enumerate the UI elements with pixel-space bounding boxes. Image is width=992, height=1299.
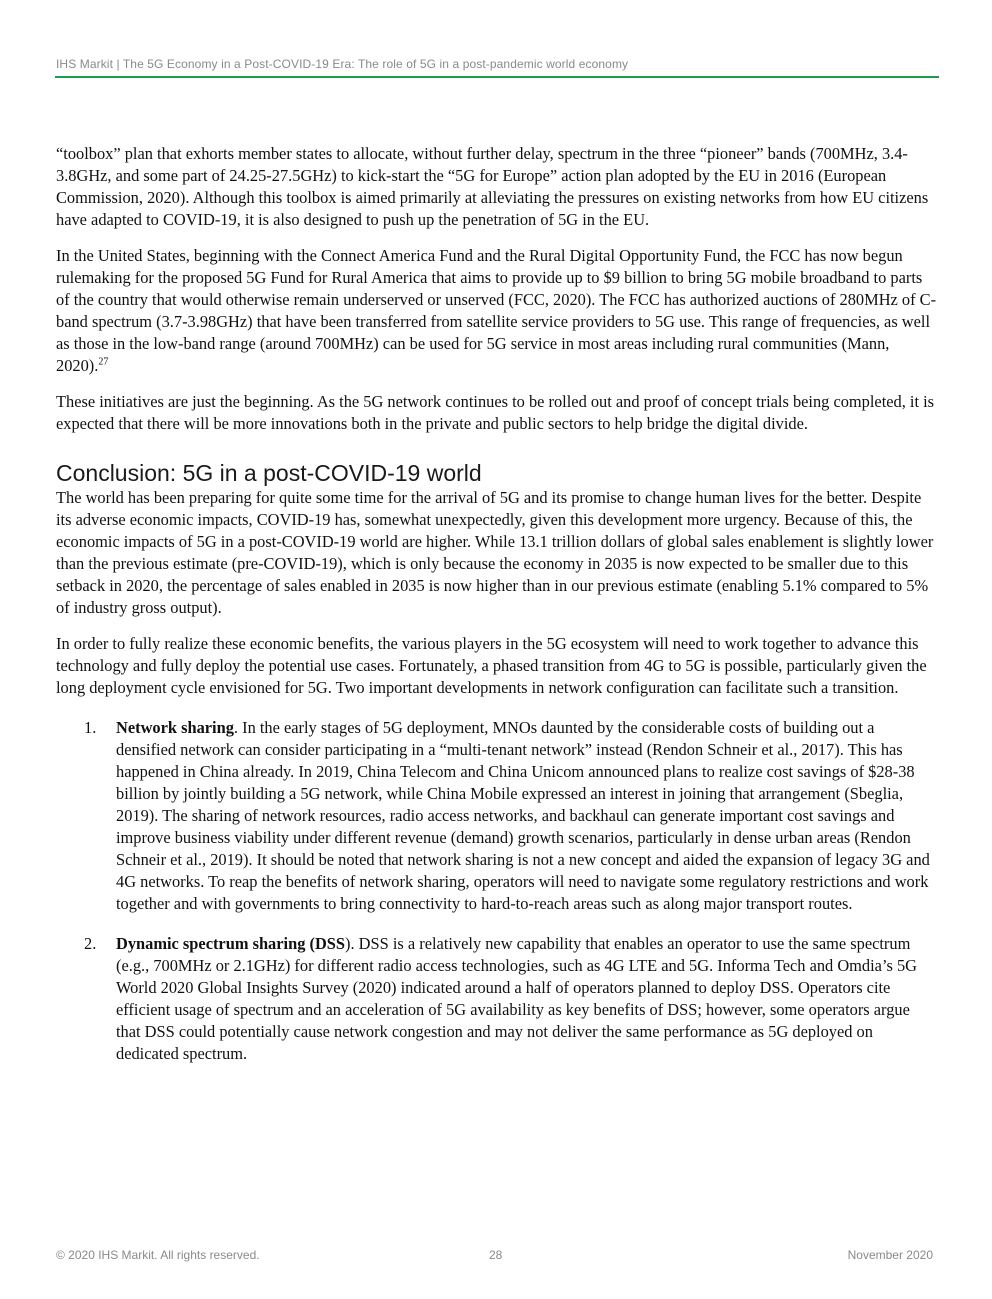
list-number: 2. [84, 934, 97, 953]
running-header: IHS Markit | The 5G Economy in a Post-COVID-19 Era: The role of 5G in a post-pandemic world economy [56, 57, 629, 71]
list-item-text: . In the early stages of 5G deployment, MNOs daunted by the considerable costs of building out a densified network can consider participating in a “multi-tenant network” instead (Rendon Schneir et al., 2017). This has happened in China already. In 2019, China Telecom and China Unicom announced plans to realize cost savings of $28-38 billion by jointly building a 5G network, while China Mobile expressed an interest in joining that arrangement (Sbeglia, 2019). The sharing of network resources, radio access networks, and backhaul can generate important cost savings and improve business viability under different revenue (demand) growth scenarios, particularly in dense urban areas (Rendon Schneir et al., 2019). It should be noted that network sharing is not a new concept and aided the expansion of legacy 3G and 4G networks. To reap the benefits of network sharing, operators will need to navigate some regulatory restrictions and work together and with governments to bring connectivity to hard-to-reach areas such as along major transport routes. [116, 718, 930, 913]
list-item [56, 933, 938, 1065]
header-divider [55, 76, 939, 78]
footer-date: November 2020 [847, 1248, 933, 1262]
list-item-term: Network sharing [116, 718, 234, 737]
list-item-text: ). DSS is a relatively new capability that enables an operator to use the same spectrum (e.g., 700MHz or 2.1GHz) for different radio access technologies, such as 4G LTE and 5G. Informa Tech and Omdia’s 5G World 2020 Global Insights Survey (2020) indicated around a half of operators planned to deploy DSS. Operators cite efficient usage of spectrum and an acceleration of 5G availability as key benefits of DSS; however, some operators argue that DSS could potentially cause network congestion and may not deliver the same performance as 5G deployed on dedicated spectrum. [116, 934, 918, 1063]
paragraph: In order to fully realize these economic benefits, the various players in the 5G ecosystem will need to work together to advance this technology and fully deploy the potential use cases. Fortunately, a phased transition from 4G to 5G is possible, particularly given the long deployment cycle envisioned for 5G. Two important developments in network configuration can facilitate such a transition. [56, 634, 927, 697]
paragraph: The world has been preparing for quite some time for the arrival of 5G and its promise to change human lives for the better. Despite its adverse economic impacts, COVID-19 has, somewhat unexpectedly, given this development more urgency. Because of this, the economic impacts of 5G in a post-COVID-19 world are higher. While 13.1 trillion dollars of global sales enablement is slightly lower than the previous estimate (pre-COVID-19), which is only because the economy in 2035 is now expected to be smaller due to this setback in 2020, the percentage of sales enabled in 2035 is now higher than in our previous estimate (enabling 5.1% compared to 5% of industry gross output). [56, 488, 934, 617]
footnote-reference[interactable]: 27 [98, 356, 109, 368]
paragraph [56, 245, 938, 377]
list-item [56, 717, 938, 915]
list-number: 1. [84, 718, 97, 737]
paragraph: “toolbox” plan that exhorts member states to allocate, without further delay, spectrum in the three “pioneer” bands (700MHz, 3.4-3.8GHz, and some part of 24.25-27.5GHz) to kick-start the “5G for Europe” action plan adopted by the EU in 2016 (European Commission, 2020). Although this toolbox is aimed primarily at alleviating the pressures on existing networks from how EU citizens have adapted to COVID-19, it is also designed to push up the penetration of 5G in the EU. [56, 144, 929, 229]
paragraph: These initiatives are just the beginning. As the 5G network continues to be rolled out and proof of concept trials being completed, it is expected that there will be more innovations both in the private and public sectors to help bridge the digital divide. [56, 392, 935, 433]
numbered-list [56, 717, 938, 1065]
paragraph-text: In the United States, beginning with the Connect America Fund and the Rural Digital Opportunity Fund, the FCC has now begun rulemaking for the proposed 5G Fund for Rural America that aims to provide up to $9 billion to bring 5G mobile broadband to parts of the country that would otherwise remain underserved or unserved (FCC, 2020). The FCC has authorized auctions of 280MHz of C-band spectrum (3.7-3.98GHz) that have been transferred from satellite service providers to 5G use. This range of frequencies, as well as those in the low-band range (around 700MHz) can be used for 5G service in most areas including rural communities (Mann, 2020). [56, 246, 937, 375]
list-item-term: Dynamic spectrum sharing (DSS [116, 934, 346, 953]
footer-copyright: © 2020 IHS Markit. All rights reserved. [56, 1248, 260, 1262]
section-heading: Conclusion: 5G in a post-COVID-19 world [56, 460, 482, 486]
page-body [56, 143, 938, 1079]
footer-page-number: 28 [489, 1248, 503, 1262]
